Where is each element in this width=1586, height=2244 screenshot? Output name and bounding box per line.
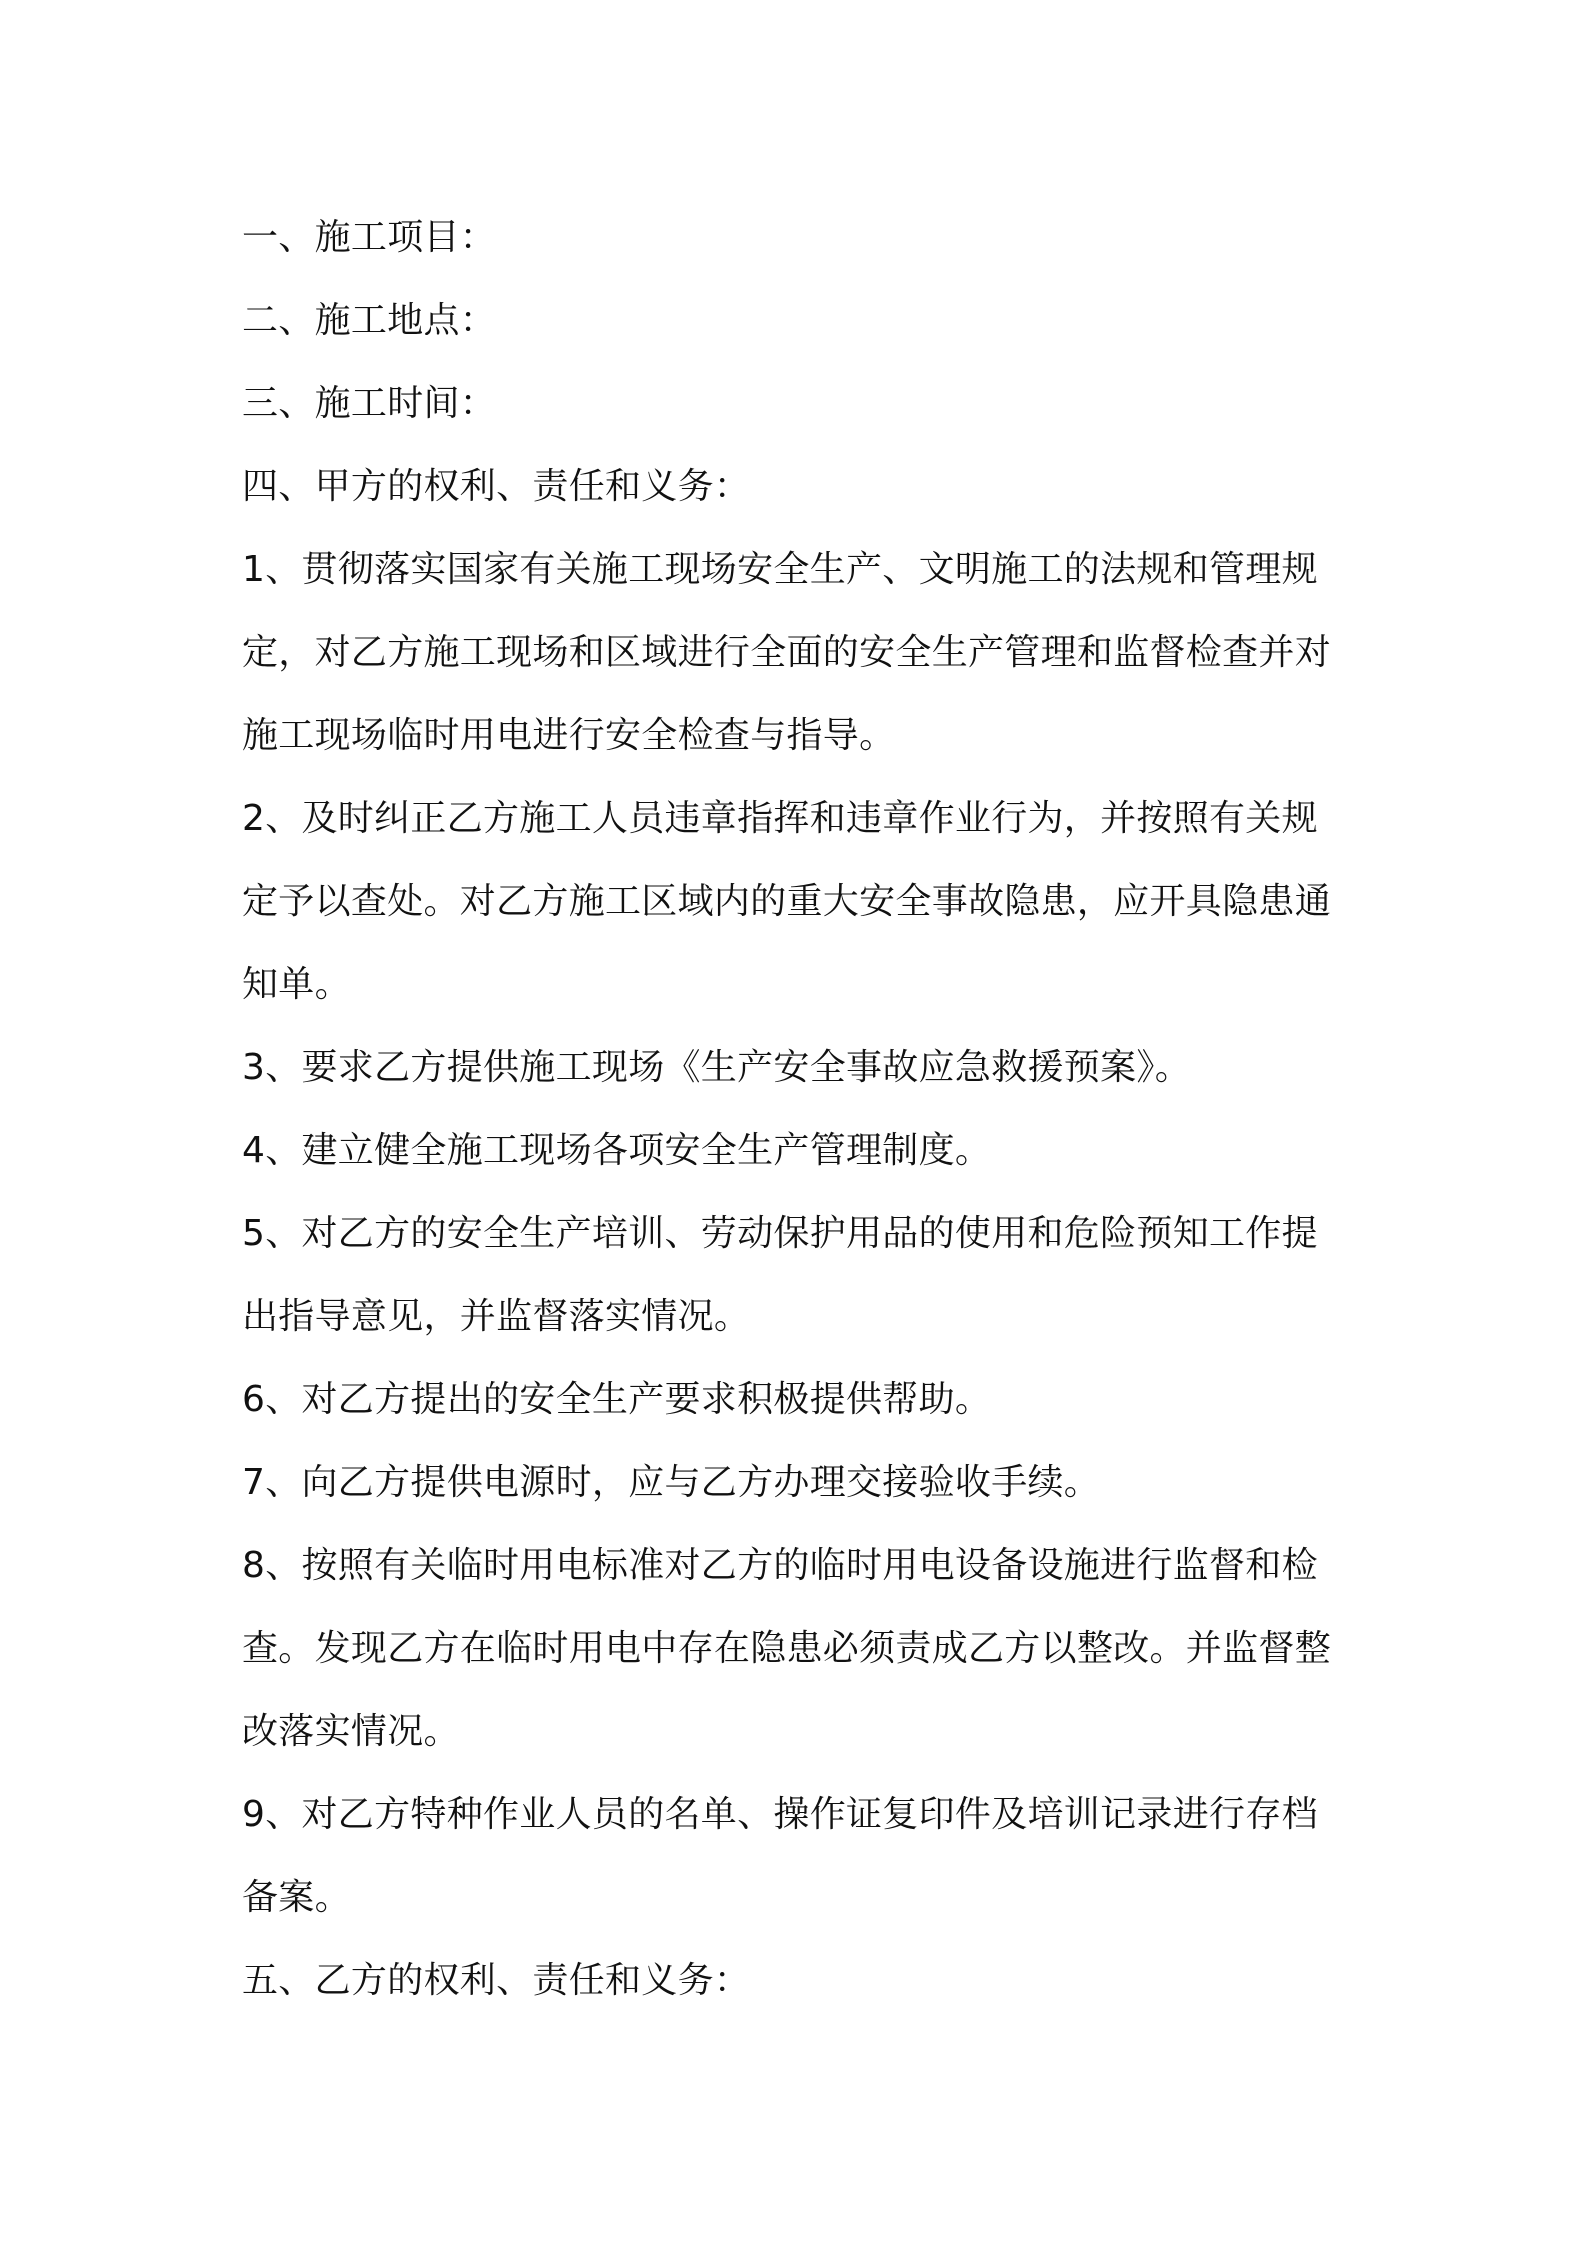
paragraph-line: 3、要求乙方提供施工现场《生产安全事故应急救援预案》。 [242, 1047, 1192, 1088]
section-heading-party-b-rights: 五、乙方的权利、责任和义务： [242, 1960, 751, 2001]
paragraph-line: 8、按照有关临时用电标准对乙方的临时用电设备设施进行监督和检 [242, 1545, 1318, 1586]
paragraph-line: 知单。 [242, 964, 351, 1005]
paragraph-line: 5、对乙方的安全生产培训、劳动保护用品的使用和危险预知工作提 [242, 1213, 1318, 1254]
paragraph-line: 施工现场临时用电进行安全检查与指导。 [242, 715, 896, 756]
document-body [242, 196, 1362, 2022]
paragraph-line: 6、对乙方提出的安全生产要求积极提供帮助。 [242, 1379, 992, 1420]
section-heading-construction-project: 一、施工项目： [242, 217, 497, 258]
paragraph-line: 出指导意见，并监督落实情况。 [242, 1296, 751, 1337]
paragraph-line: 定予以查处。对乙方施工区域内的重大安全事故隐患，应开具隐患通 [242, 881, 1332, 922]
paragraph-line: 2、及时纠正乙方施工人员违章指挥和违章作业行为，并按照有关规 [242, 798, 1318, 839]
paragraph-line: 查。发现乙方在临时用电中存在隐患必须责成乙方以整改。并监督整 [242, 1628, 1332, 1669]
paragraph-line: 备案。 [242, 1877, 351, 1918]
paragraph-line: 9、对乙方特种作业人员的名单、操作证复印件及培训记录进行存档 [242, 1794, 1318, 1835]
section-heading-construction-time: 三、施工时间： [242, 383, 497, 424]
section-heading-construction-location: 二、施工地点： [242, 300, 497, 341]
paragraph-line: 4、建立健全施工现场各项安全生产管理制度。 [242, 1130, 992, 1171]
paragraph-line: 改落实情况。 [242, 1711, 460, 1752]
paragraph-line: 定，对乙方施工现场和区域进行全面的安全生产管理和监督检查并对 [242, 632, 1332, 673]
paragraph-line: 1、贯彻落实国家有关施工现场安全生产、文明施工的法规和管理规 [242, 549, 1318, 590]
paragraph-line: 7、向乙方提供电源时，应与乙方办理交接验收手续。 [242, 1462, 1101, 1503]
section-heading-party-a-rights: 四、甲方的权利、责任和义务： [242, 466, 751, 507]
